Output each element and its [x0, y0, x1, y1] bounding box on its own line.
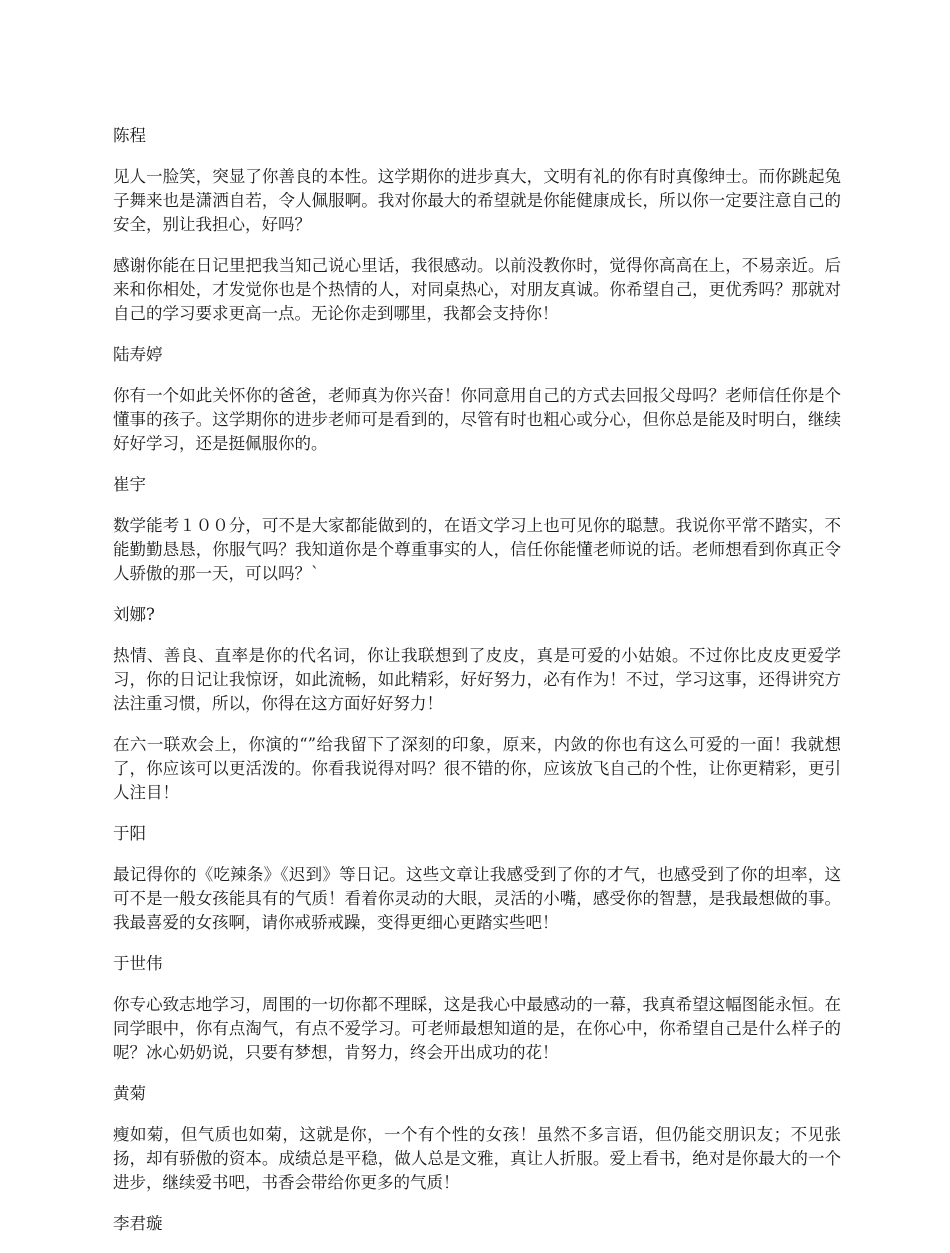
- student-name: 陈程: [113, 126, 146, 145]
- student-name: 于世伟: [113, 954, 163, 973]
- student-name: 于阳: [113, 824, 146, 843]
- comment-paragraph: 数学能考１００分，可不是大家都能做到的，在语文学习上也可见你的聪慧。我说你平常不踏实，不能勤勤恳恳，你服气吗？我知道你是个尊重事实的人，信任你能懂老师说的话。老师想看到你真正令人骄傲的那一天，可以吗？`: [113, 516, 841, 583]
- comment-paragraph: 见人一脸笑，突显了你善良的本性。这学期你的进步真大，文明有礼的你有时真像绅士。而你跳起兔子舞来也是潇洒自若，令人佩服啊。我对你最大的希望就是你能健康成长，所以你一定要注意自己的安全，别让我担心，好吗？: [113, 167, 841, 234]
- comment-paragraph: 在六一联欢会上，你演的“”给我留下了深刻的印象，原来，内敛的你也有这么可爱的一面！我就想了，你应该可以更活泼的。你看我说得对吗？很不错的你，应该放飞自己的个性，让你更精彩，更引人注目！: [113, 735, 841, 802]
- student-name: 黄菊: [113, 1084, 146, 1103]
- comment-paragraph: 瘦如菊，但气质也如菊，这就是你，一个有个性的女孩！虽然不多言语，但仍能交朋识友；不见张扬，却有骄傲的资本。成绩总是平稳，做人总是文雅，真让人折服。爱上看书，绝对是你最大的一个进步，继续爱书吧，书香会带给你更多的气质！: [113, 1125, 841, 1192]
- comment-paragraph: 热情、善良、直率是你的代名词，你让我联想到了皮皮，真是可爱的小姑娘。不过你比皮皮更爱学习，你的日记让我惊讶，如此流畅，如此精彩，好好努力，必有作为！不过，学习这事，还得讲究方法注重习惯，所以，你得在这方面好好努力！: [113, 646, 841, 713]
- student-name: 李君璇: [113, 1214, 163, 1233]
- document-page: [113, 124, 841, 1253]
- comment-paragraph: 感谢你能在日记里把我当知己说心里话，我很感动。以前没教你时，觉得你高高在上，不易亲近。后来和你相处，才发觉你也是个热情的人，对同桌热心，对朋友真诚。你希望自己，更优秀吗？那就对自己的学习要求更高一点。无论你走到哪里，我都会支持你！: [113, 256, 841, 323]
- comment-paragraph: 你专心致志地学习，周围的一切你都不理睬，这是我心中最感动的一幕，我真希望这幅图能永恒。在同学眼中，你有点淘气，有点不爱学习。可老师最想知道的是，在你心中，你希望自己是什么样子的呢？冰心奶奶说，只要有梦想，肯努力，终会开出成功的花！: [113, 995, 841, 1062]
- student-name: 崔宇: [113, 475, 146, 494]
- student-name: 陆寿婷: [113, 345, 163, 364]
- comment-paragraph: 你有一个如此关怀你的爸爸，老师真为你兴奋！你同意用自己的方式去回报父母吗？老师信任你是个懂事的孩子。这学期你的进步老师可是看到的，尽管有时也粗心或分心，但你总是能及时明白，继续好好学习，还是挺佩服你的。: [113, 386, 841, 453]
- student-name: 刘娜?: [113, 605, 155, 624]
- comment-paragraph: 最记得你的《吃辣条》《迟到》等日记。这些文章让我感受到了你的才气，也感受到了你的坦率，这可不是一般女孩能具有的气质！看着你灵动的大眼，灵活的小嘴，感受你的智慧，是我最想做的事。我最喜爱的女孩啊，请你戒骄戒躁，变得更细心更踏实些吧！: [113, 865, 841, 932]
